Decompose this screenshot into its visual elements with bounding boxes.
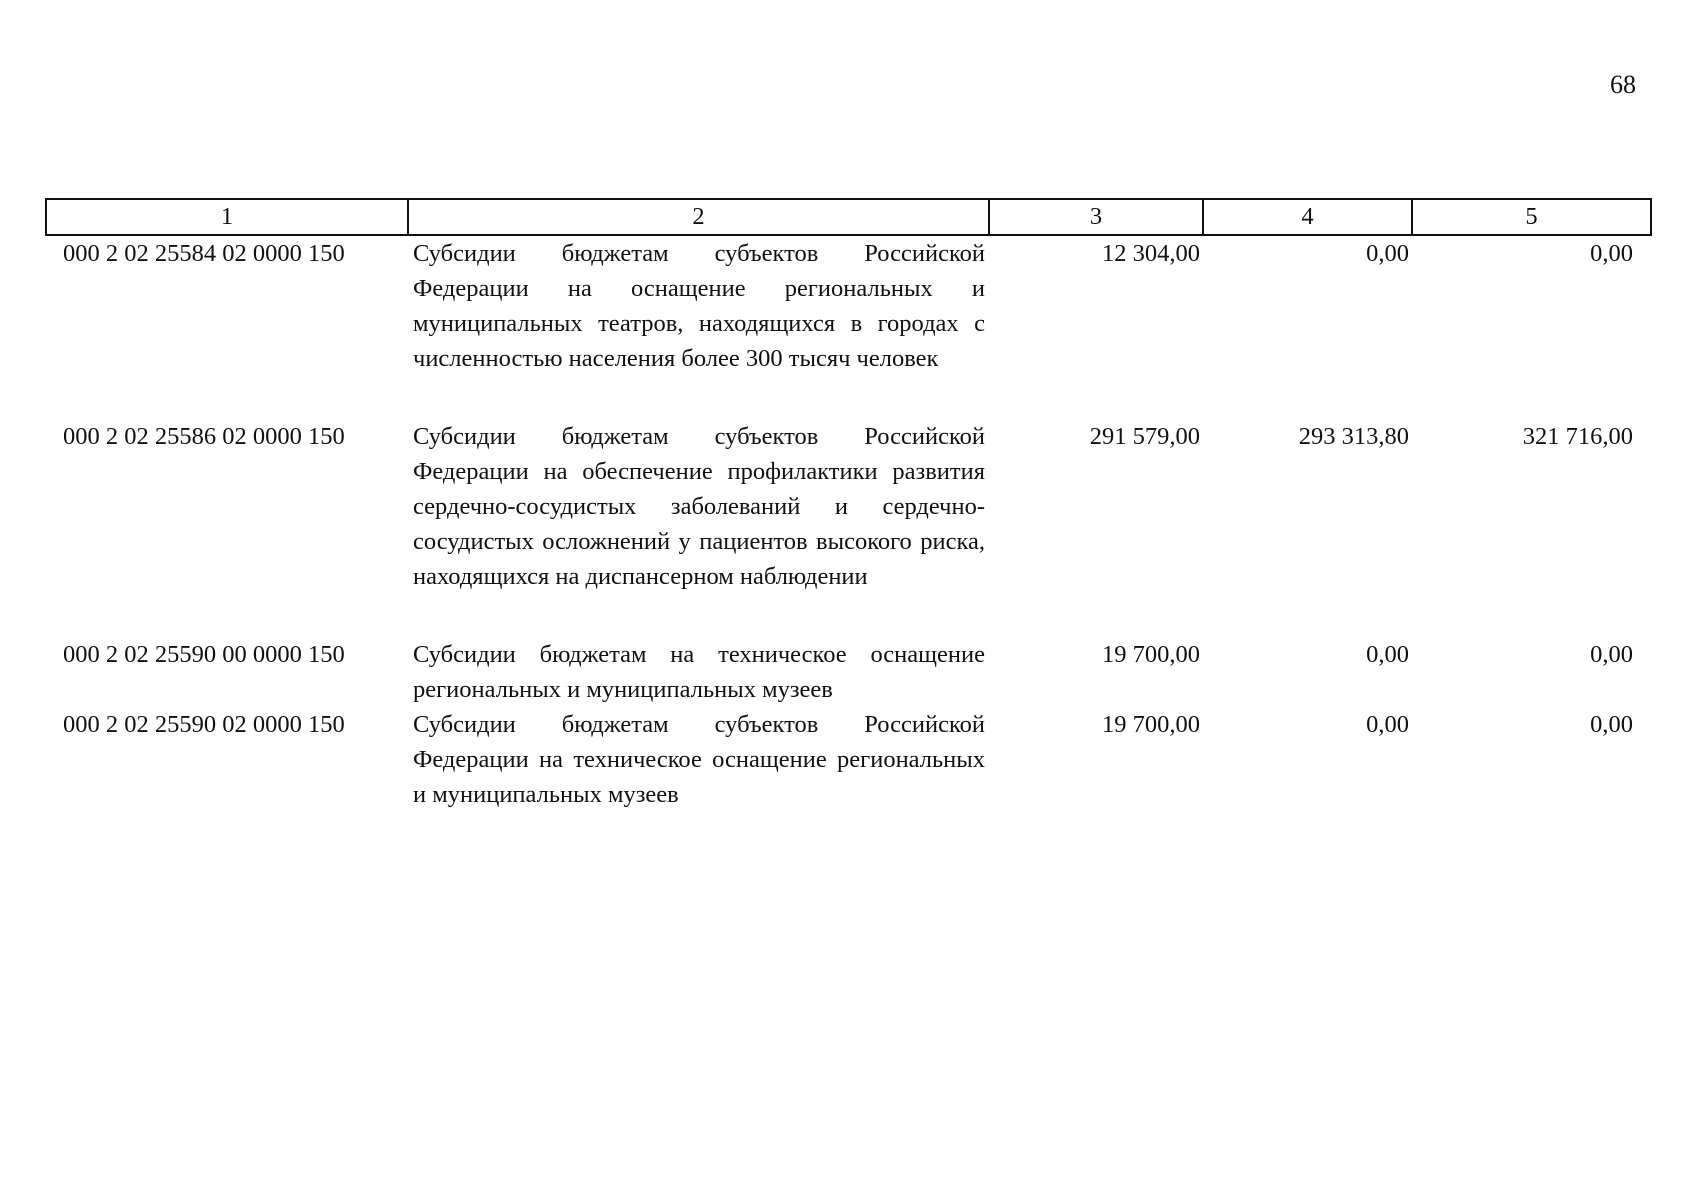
value-col-5: 0,00 bbox=[1590, 711, 1633, 738]
column-header-1: 1 bbox=[46, 199, 408, 235]
column-header-4: 4 bbox=[1203, 199, 1412, 235]
value-col-3: 19 700,00 bbox=[1102, 641, 1200, 668]
budget-code: 000 2 02 25584 02 0000 150 bbox=[63, 240, 345, 267]
budget-item-name: Субсидии бюджетам субъектов Российской Федерации на оснащение региональных и муниципальных театров, находящихся в городах с численностью населения более 300 тысяч человек bbox=[413, 240, 985, 372]
value-col-3: 291 579,00 bbox=[1089, 423, 1200, 450]
value-col-3: 12 304,00 bbox=[1102, 240, 1200, 267]
value-col-5: 0,00 bbox=[1590, 240, 1633, 267]
budget-item-name: Субсидии бюджетам субъектов Российской Федерации на обеспечение профилактики развития сердечно-сосудистых заболеваний и сердечно-сосудистых осложнений у пациентов высокого риска, находящихся на диспансерном наблюдении bbox=[413, 423, 985, 590]
budget-code: 000 2 02 25590 00 0000 150 bbox=[63, 641, 345, 668]
value-col-4: 0,00 bbox=[1366, 240, 1409, 267]
budget-table bbox=[45, 198, 1652, 812]
table-row bbox=[46, 419, 1651, 637]
value-col-4: 0,00 bbox=[1366, 711, 1409, 738]
value-col-4: 293 313,80 bbox=[1298, 423, 1409, 450]
budget-item-name: Субсидии бюджетам субъектов Российской Федерации на техническое оснащение региональных и муниципальных музеев bbox=[413, 711, 985, 808]
page-number: 68 bbox=[1610, 70, 1636, 99]
table-body bbox=[46, 235, 1651, 812]
table-row bbox=[46, 637, 1651, 707]
value-col-4: 0,00 bbox=[1366, 641, 1409, 668]
value-col-5: 0,00 bbox=[1590, 641, 1633, 668]
budget-item-name: Субсидии бюджетам на техническое оснащение региональных и муниципальных музеев bbox=[413, 641, 985, 703]
header-row bbox=[46, 199, 1651, 235]
budget-code: 000 2 02 25586 02 0000 150 bbox=[63, 423, 345, 450]
table-row bbox=[46, 707, 1651, 812]
table-row bbox=[46, 235, 1651, 419]
value-col-5: 321 716,00 bbox=[1522, 423, 1633, 450]
value-col-3: 19 700,00 bbox=[1102, 711, 1200, 738]
column-header-2: 2 bbox=[408, 199, 989, 235]
budget-code: 000 2 02 25590 02 0000 150 bbox=[63, 711, 345, 738]
column-header-3: 3 bbox=[989, 199, 1203, 235]
table-header bbox=[46, 199, 1651, 235]
column-header-5: 5 bbox=[1412, 199, 1651, 235]
